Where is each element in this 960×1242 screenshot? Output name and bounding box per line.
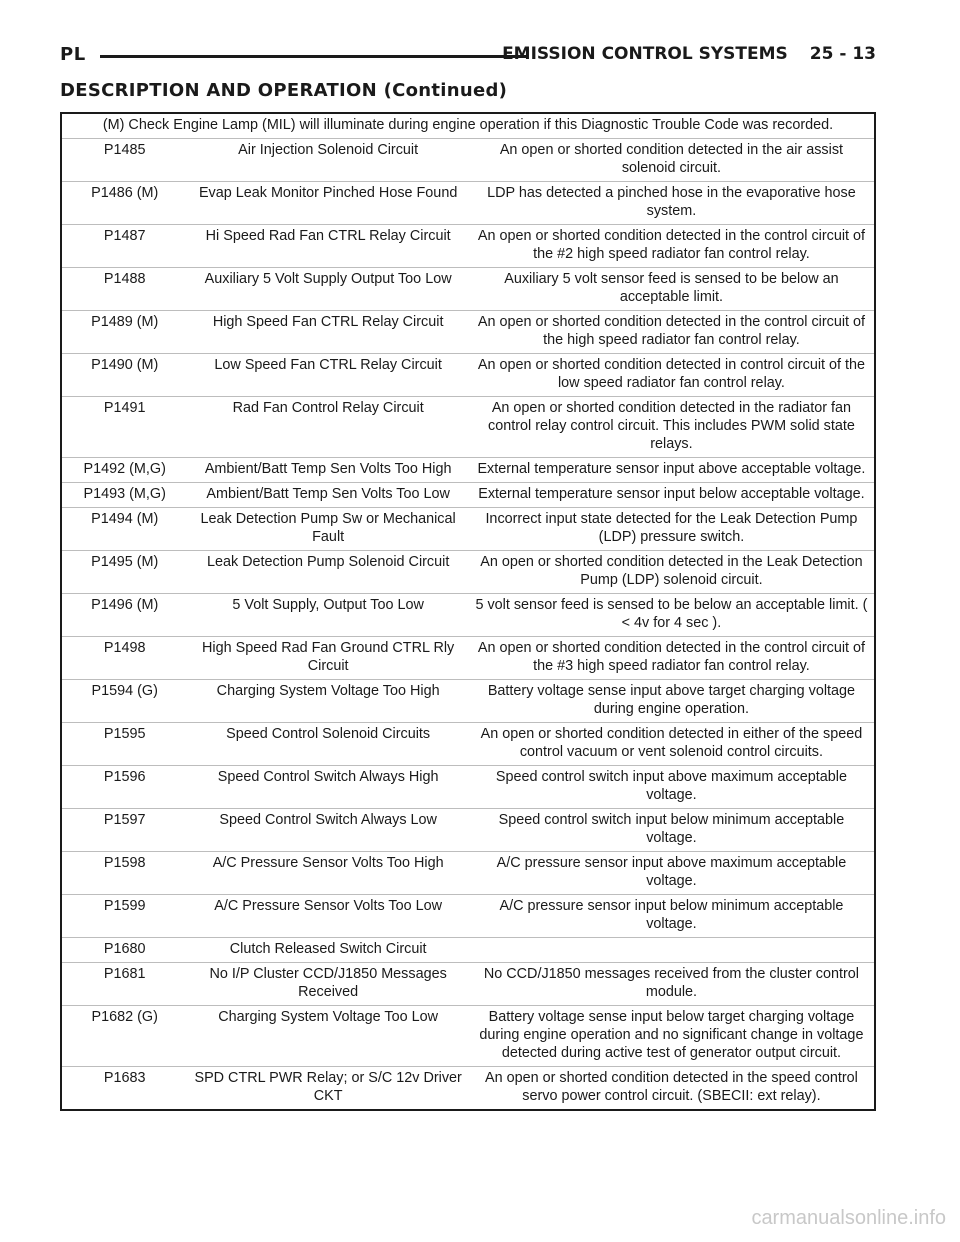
dtc-code: P1493 (M,G) — [61, 483, 187, 508]
dtc-code: P1598 — [61, 852, 187, 895]
table-row — [61, 594, 875, 637]
dtc-condition: Speed control switch input above maximum acceptable voltage. — [469, 766, 875, 809]
header-page-number: 25 - 13 — [809, 44, 876, 64]
dtc-description: No I/P Cluster CCD/J1850 Messages Received — [187, 963, 468, 1006]
table-row — [61, 963, 875, 1006]
dtc-condition: Battery voltage sense input below target charging voltage during engine operation and no significant change in voltage detected during active test of generator output circuit. — [469, 1006, 875, 1067]
dtc-description: Rad Fan Control Relay Circuit — [187, 397, 468, 458]
dtc-code: P1487 — [61, 225, 187, 268]
dtc-description: Speed Control Solenoid Circuits — [187, 723, 468, 766]
dtc-description: Auxiliary 5 Volt Supply Output Too Low — [187, 268, 468, 311]
dtc-code: P1597 — [61, 809, 187, 852]
dtc-code: P1498 — [61, 637, 187, 680]
dtc-condition: A/C pressure sensor input below minimum acceptable voltage. — [469, 895, 875, 938]
table-row — [61, 458, 875, 483]
dtc-description: Speed Control Switch Always Low — [187, 809, 468, 852]
table-row — [61, 311, 875, 354]
table-note-row — [61, 113, 875, 139]
dtc-condition: An open or shorted condition detected in either of the speed control vacuum or vent solenoid control circuits. — [469, 723, 875, 766]
dtc-description: 5 Volt Supply, Output Too Low — [187, 594, 468, 637]
dtc-description: Ambient/Batt Temp Sen Volts Too Low — [187, 483, 468, 508]
table-row — [61, 723, 875, 766]
dtc-condition: An open or shorted condition detected in the control circuit of the high speed radiator fan control relay. — [469, 311, 875, 354]
dtc-condition: LDP has detected a pinched hose in the evaporative hose system. — [469, 182, 875, 225]
dtc-description: A/C Pressure Sensor Volts Too High — [187, 852, 468, 895]
page-header — [60, 44, 876, 72]
table-row — [61, 397, 875, 458]
dtc-code: P1496 (M) — [61, 594, 187, 637]
dtc-condition: Auxiliary 5 volt sensor feed is sensed to be below an acceptable limit. — [469, 268, 875, 311]
dtc-description: SPD CTRL PWR Relay; or S/C 12v Driver CKT — [187, 1067, 468, 1111]
table-row — [61, 852, 875, 895]
dtc-description: High Speed Fan CTRL Relay Circuit — [187, 311, 468, 354]
dtc-condition: An open or shorted condition detected in the Leak Detection Pump (LDP) solenoid circuit. — [469, 551, 875, 594]
header-vehicle-code: PL — [60, 44, 86, 65]
table-row — [61, 483, 875, 508]
dtc-description: Charging System Voltage Too Low — [187, 1006, 468, 1067]
watermark: carmanualsonline.info — [751, 1207, 946, 1229]
dtc-code: P1680 — [61, 938, 187, 963]
dtc-description: High Speed Rad Fan Ground CTRL Rly Circuit — [187, 637, 468, 680]
dtc-code: P1596 — [61, 766, 187, 809]
dtc-code: P1492 (M,G) — [61, 458, 187, 483]
table-row — [61, 551, 875, 594]
table-row — [61, 766, 875, 809]
dtc-code: P1494 (M) — [61, 508, 187, 551]
table-row — [61, 938, 875, 963]
dtc-code: P1594 (G) — [61, 680, 187, 723]
dtc-condition: A/C pressure sensor input above maximum acceptable voltage. — [469, 852, 875, 895]
dtc-condition — [469, 938, 875, 963]
dtc-description: Leak Detection Pump Sw or Mechanical Fault — [187, 508, 468, 551]
dtc-description: Air Injection Solenoid Circuit — [187, 139, 468, 182]
header-section — [502, 44, 876, 64]
dtc-table — [60, 112, 876, 1111]
table-row — [61, 225, 875, 268]
dtc-code: P1599 — [61, 895, 187, 938]
table-row — [61, 680, 875, 723]
dtc-code: P1488 — [61, 268, 187, 311]
dtc-code: P1486 (M) — [61, 182, 187, 225]
dtc-condition: An open or shorted condition detected in the control circuit of the #2 high speed radiator fan control relay. — [469, 225, 875, 268]
table-row — [61, 268, 875, 311]
dtc-code: P1495 (M) — [61, 551, 187, 594]
dtc-code: P1489 (M) — [61, 311, 187, 354]
header-section-title: EMISSION CONTROL SYSTEMS — [502, 44, 788, 64]
dtc-condition: An open or shorted condition detected in the air assist solenoid circuit. — [469, 139, 875, 182]
dtc-description: A/C Pressure Sensor Volts Too Low — [187, 895, 468, 938]
dtc-description: Hi Speed Rad Fan CTRL Relay Circuit — [187, 225, 468, 268]
dtc-condition: External temperature sensor input below acceptable voltage. — [469, 483, 875, 508]
dtc-condition: Speed control switch input below minimum acceptable voltage. — [469, 809, 875, 852]
dtc-code: P1682 (G) — [61, 1006, 187, 1067]
dtc-code: P1491 — [61, 397, 187, 458]
dtc-condition: No CCD/J1850 messages received from the cluster control module. — [469, 963, 875, 1006]
table-row — [61, 637, 875, 680]
dtc-code: P1595 — [61, 723, 187, 766]
dtc-description: Evap Leak Monitor Pinched Hose Found — [187, 182, 468, 225]
dtc-code: P1683 — [61, 1067, 187, 1111]
dtc-description: Clutch Released Switch Circuit — [187, 938, 468, 963]
dtc-condition: An open or shorted condition detected in the speed control servo power control circuit. (SBECII: ext relay). — [469, 1067, 875, 1111]
dtc-condition: An open or shorted condition detected in the control circuit of the #3 high speed radiator fan control relay. — [469, 637, 875, 680]
dtc-description: Low Speed Fan CTRL Relay Circuit — [187, 354, 468, 397]
table-row — [61, 1067, 875, 1111]
dtc-description: Leak Detection Pump Solenoid Circuit — [187, 551, 468, 594]
table-note: (M) Check Engine Lamp (MIL) will illuminate during engine operation if this Diagnostic Trouble Code was recorded. — [102, 117, 834, 133]
header-rule — [100, 55, 526, 58]
dtc-condition: Incorrect input state detected for the Leak Detection Pump (LDP) pressure switch. — [469, 508, 875, 551]
dtc-code: P1485 — [61, 139, 187, 182]
dtc-code: P1681 — [61, 963, 187, 1006]
dtc-condition: Battery voltage sense input above target charging voltage during engine operation. — [469, 680, 875, 723]
table-row — [61, 895, 875, 938]
table-row — [61, 809, 875, 852]
table-row — [61, 354, 875, 397]
dtc-description: Charging System Voltage Too High — [187, 680, 468, 723]
dtc-condition: 5 volt sensor feed is sensed to be below an acceptable limit. ( < 4v for 4 sec ). — [469, 594, 875, 637]
dtc-code: P1490 (M) — [61, 354, 187, 397]
dtc-description: Ambient/Batt Temp Sen Volts Too High — [187, 458, 468, 483]
table-row — [61, 139, 875, 182]
dtc-condition: An open or shorted condition detected in the radiator fan control relay control circuit. This includes PWM solid state relays. — [469, 397, 875, 458]
dtc-condition: An open or shorted condition detected in control circuit of the low speed radiator fan control relay. — [469, 354, 875, 397]
table-row — [61, 182, 875, 225]
dtc-condition: External temperature sensor input above acceptable voltage. — [469, 458, 875, 483]
dtc-description: Speed Control Switch Always High — [187, 766, 468, 809]
table-row — [61, 1006, 875, 1067]
section-title: DESCRIPTION AND OPERATION (Continued) — [60, 80, 508, 101]
table-row — [61, 508, 875, 551]
